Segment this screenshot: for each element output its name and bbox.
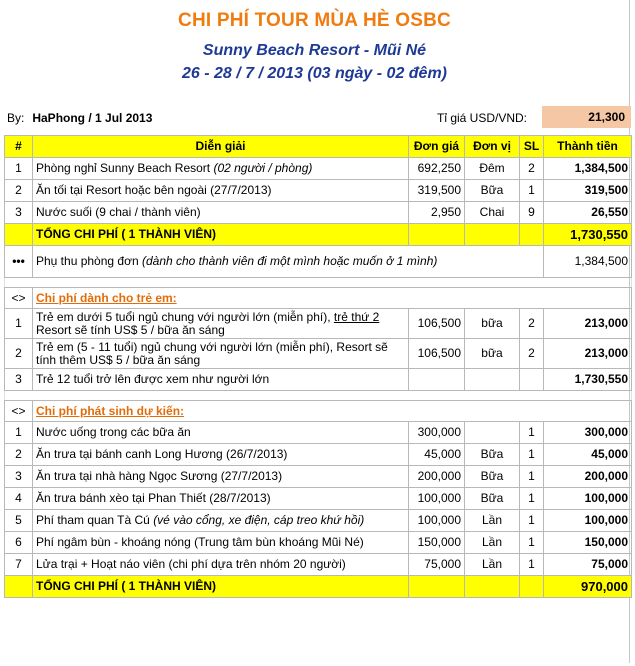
row-qty[interactable]: 1: [520, 466, 544, 488]
row-no[interactable]: 3: [5, 466, 33, 488]
row-price[interactable]: 692,250: [409, 158, 465, 180]
table-row: [5, 510, 632, 532]
row-total[interactable]: 1,384,500: [544, 158, 632, 180]
row-price[interactable]: 200,000: [409, 466, 465, 488]
total-empty-cell[interactable]: [465, 224, 520, 246]
row-desc-text: Phí tham quan Tà Cú: [36, 513, 154, 527]
table-header-row: [5, 136, 632, 158]
by-value: HaPhong / 1 Jul 2013: [32, 111, 153, 125]
extra-section-title[interactable]: Chi phí phát sinh dự kiến:: [33, 401, 632, 422]
row-qty[interactable]: 1: [520, 180, 544, 202]
row-unit[interactable]: Đêm: [465, 158, 520, 180]
section-marker[interactable]: <>: [5, 288, 33, 309]
row-no[interactable]: 2: [5, 180, 33, 202]
row-total[interactable]: 100,000: [544, 510, 632, 532]
total-empty-cell[interactable]: [409, 576, 465, 598]
extra-section-row: [5, 401, 632, 422]
col-header-price[interactable]: Đơn giá: [409, 136, 465, 158]
col-header-desc[interactable]: Diễn giải: [33, 136, 409, 158]
single-room-desc[interactable]: [33, 246, 544, 278]
single-room-row: [5, 246, 632, 278]
row-no[interactable]: 7: [5, 554, 33, 576]
tour-dates: 26 - 28 / 7 / 2013 (03 ngày - 02 đêm): [181, 65, 448, 82]
total-label[interactable]: TỔNG CHI PHÍ ( 1 THÀNH VIÊN): [33, 576, 409, 598]
total-empty-cell[interactable]: [520, 224, 544, 246]
table-row: [5, 444, 632, 466]
total-value[interactable]: 1,730,550: [544, 224, 632, 246]
row-price[interactable]: 300,000: [409, 422, 465, 444]
row-unit[interactable]: Lần: [465, 510, 520, 532]
row-qty[interactable]: 2: [520, 158, 544, 180]
row-total[interactable]: 1,730,550: [544, 369, 632, 391]
row-unit[interactable]: Lần: [465, 554, 520, 576]
row-desc[interactable]: Phí ngâm bùn - khoáng nóng (Trung tâm bùn khoáng Mũi Né): [33, 532, 409, 554]
row-price[interactable]: 75,000: [409, 554, 465, 576]
row-qty[interactable]: 2: [520, 339, 544, 369]
children-section-title[interactable]: Chi phí dành cho trẻ em:: [33, 288, 632, 309]
total-no-cell[interactable]: [5, 576, 33, 598]
row-price[interactable]: [409, 369, 465, 391]
row-no[interactable]: 3: [5, 202, 33, 224]
row-total[interactable]: 200,000: [544, 466, 632, 488]
children-section-row: [5, 288, 632, 309]
row-desc-note: (02 người / phòng): [213, 161, 313, 175]
exchange-rate-cell[interactable]: 21,300: [542, 106, 631, 128]
row-price[interactable]: 106,500: [409, 339, 465, 369]
row-total[interactable]: 213,000: [544, 309, 632, 339]
row-desc[interactable]: Ăn tối tại Resort hoặc bên ngoài (27/7/2013): [33, 180, 409, 202]
row-price[interactable]: 319,500: [409, 180, 465, 202]
row-unit[interactable]: Chai: [465, 202, 520, 224]
row-total[interactable]: 150,000: [544, 532, 632, 554]
total-empty-cell[interactable]: [465, 576, 520, 598]
col-header-no[interactable]: #: [5, 136, 33, 158]
row-total[interactable]: 213,000: [544, 339, 632, 369]
row-unit[interactable]: Bữa: [465, 466, 520, 488]
exchange-rate-label: Tỉ giá USD/VND:: [437, 111, 528, 125]
row-price[interactable]: 2,950: [409, 202, 465, 224]
table-row: [5, 180, 632, 202]
row-unit[interactable]: bữa: [465, 339, 520, 369]
row-desc-text: Trẻ em dưới 5 tuổi ngủ chung với người lớn (miễn phí),: [36, 309, 334, 324]
row-desc[interactable]: Trẻ 12 tuổi trở lên được xem như người lớn: [33, 369, 409, 391]
row-desc[interactable]: Nước suối (9 chai / thành viên): [33, 202, 409, 224]
spacer-row: [5, 391, 632, 401]
row-unit[interactable]: Bữa: [465, 488, 520, 510]
row-unit[interactable]: [465, 369, 520, 391]
total-row: [5, 224, 632, 246]
table-row: [5, 339, 632, 369]
row-qty[interactable]: 1: [520, 422, 544, 444]
row-qty[interactable]: 9: [520, 202, 544, 224]
row-desc[interactable]: Ăn trưa tại bánh canh Long Hương (26/7/2013): [33, 444, 409, 466]
row-total[interactable]: 319,500: [544, 180, 632, 202]
row-no[interactable]: 2: [5, 339, 33, 369]
single-room-text: Phụ thu phòng đơn: [36, 254, 142, 268]
row-desc-text: Phòng nghỉ Sunny Beach Resort: [36, 161, 214, 175]
single-room-total[interactable]: 1,384,500: [544, 246, 632, 278]
total-empty-cell[interactable]: [520, 576, 544, 598]
row-total[interactable]: 45,000: [544, 444, 632, 466]
col-header-qty[interactable]: SL: [520, 136, 544, 158]
spacer-row: [5, 278, 632, 288]
total-label[interactable]: TỔNG CHI PHÍ ( 1 THÀNH VIÊN): [33, 224, 409, 246]
total-value[interactable]: 970,000: [544, 576, 632, 598]
table-row: [5, 158, 632, 180]
row-total[interactable]: 26,550: [544, 202, 632, 224]
page-title: CHI PHÍ TOUR MÙA HÈ OSBC: [178, 10, 451, 31]
row-desc[interactable]: [33, 158, 409, 180]
row-no[interactable]: 1: [5, 158, 33, 180]
row-unit[interactable]: Bữa: [465, 180, 520, 202]
row-desc[interactable]: Trẻ em (5 - 11 tuổi) ngủ chung với người lớn (miễn phí), Resort sẽ tính thêm US$ 5 / bữa ăn sáng: [33, 339, 409, 369]
row-no[interactable]: 1: [5, 309, 33, 339]
row-qty[interactable]: 2: [520, 309, 544, 339]
row-desc[interactable]: Ăn trưa tại nhà hàng Ngọc Sương (27/7/2013): [33, 466, 409, 488]
row-qty[interactable]: 1: [520, 532, 544, 554]
row-unit[interactable]: Lần: [465, 532, 520, 554]
total-row: [5, 576, 632, 598]
row-desc-underlined: trẻ thứ 2: [333, 309, 380, 324]
row-desc-text: Resort sẽ tính US$ 5 / bữa ăn sáng: [36, 322, 225, 337]
table-row: [5, 466, 632, 488]
row-desc[interactable]: Nước uống trong các bữa ăn: [33, 422, 409, 444]
row-desc[interactable]: Lửa trại + Hoạt náo viên (chi phí dựa trên nhóm 20 người): [33, 554, 409, 576]
row-total[interactable]: 75,000: [544, 554, 632, 576]
by-label: By:: [7, 111, 25, 125]
table-row: [5, 309, 632, 339]
row-no[interactable]: 2: [5, 444, 33, 466]
table-row: [5, 554, 632, 576]
row-desc[interactable]: [33, 309, 409, 339]
resort-subtitle: Sunny Beach Resort - Mũi Né: [202, 42, 427, 59]
row-no[interactable]: 5: [5, 510, 33, 532]
col-header-total[interactable]: Thành tiền: [544, 136, 632, 158]
row-desc[interactable]: Ăn trưa bánh xèo tại Phan Thiết (28/7/2013): [33, 488, 409, 510]
row-qty[interactable]: 1: [520, 444, 544, 466]
row-total[interactable]: 300,000: [544, 422, 632, 444]
single-room-note: (dành cho thành viên đi một mình hoặc muốn ở 1 mình): [141, 254, 438, 268]
row-price[interactable]: 100,000: [409, 510, 465, 532]
row-total[interactable]: 100,000: [544, 488, 632, 510]
table-row: [5, 202, 632, 224]
row-no[interactable]: 1: [5, 422, 33, 444]
table-row: [5, 488, 632, 510]
cost-table: [4, 135, 632, 598]
row-qty[interactable]: 1: [520, 488, 544, 510]
total-no-cell[interactable]: [5, 224, 33, 246]
row-marker[interactable]: •••: [5, 246, 33, 278]
row-price[interactable]: 45,000: [409, 444, 465, 466]
table-row: [5, 532, 632, 554]
row-unit[interactable]: Bữa: [465, 444, 520, 466]
row-no[interactable]: 3: [5, 369, 33, 391]
row-qty[interactable]: 1: [520, 510, 544, 532]
row-desc[interactable]: [33, 510, 409, 532]
total-empty-cell[interactable]: [409, 224, 465, 246]
row-unit[interactable]: bữa: [465, 309, 520, 339]
table-row: [5, 422, 632, 444]
row-price[interactable]: 100,000: [409, 488, 465, 510]
col-header-unit[interactable]: Đơn vị: [465, 136, 520, 158]
author-line: [7, 111, 152, 125]
row-no[interactable]: 6: [5, 532, 33, 554]
table-row: [5, 369, 632, 391]
row-desc-note: (vé vào cổng, xe điện, cáp treo khứ hồi): [153, 513, 365, 527]
row-unit[interactable]: [465, 422, 520, 444]
row-price[interactable]: 106,500: [409, 309, 465, 339]
row-qty[interactable]: 1: [520, 554, 544, 576]
row-no[interactable]: 4: [5, 488, 33, 510]
section-marker[interactable]: <>: [5, 401, 33, 422]
row-price[interactable]: 150,000: [409, 532, 465, 554]
row-qty[interactable]: [520, 369, 544, 391]
